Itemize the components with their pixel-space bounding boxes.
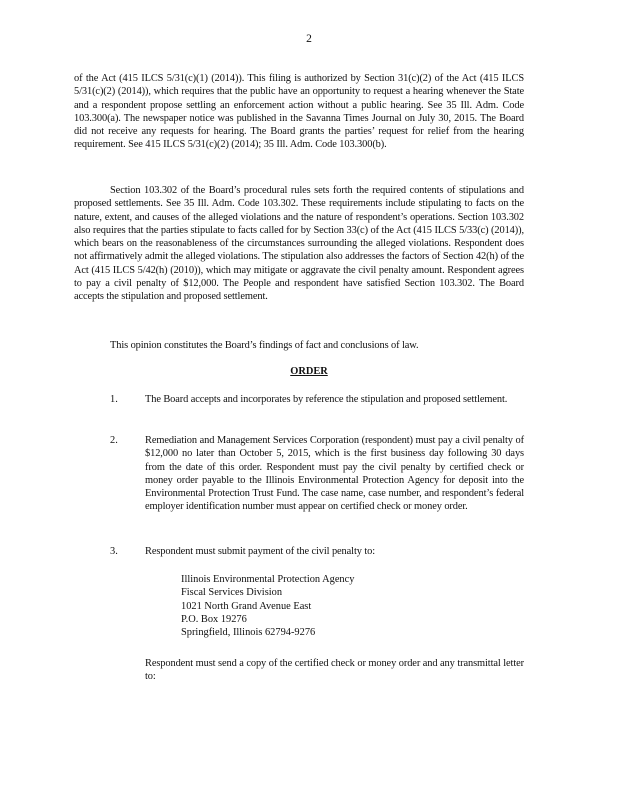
order-item-number: 1. xyxy=(110,394,118,405)
paragraph-stipulation-requirements: Section 103.302 of the Board’s procedural rules sets forth the required contents of stipulations and proposed settlements. See 35 Ill. Adm. Code 103.302. These requirements include stipulating to facts on the nature, extent, and causes of the alleged violations and the nature of respondent’s operations. Section 103.302 also requires that the parties stipulate to facts called for by Section 33(c) of the Act (415 ILCS 5/33(c) (2014)), which bears on the reasonableness of the circumstances surrounding the alleged violations. Respondent does not affirmatively admit the alleged violations. The stipulation also addresses the factors of Section 42(h) of the Act (415 ILCS 5/42(h) (2010)), which may mitigate or aggravate the civil penalty amount. Respondent agrees to pay a civil penalty of $12,000. The People and respondent have satisfied Section 103.302. The Board accepts the stipulation and proposed settlement. xyxy=(74,185,524,303)
order-item-text: Remediation and Management Services Corporation (respondent) must pay a civil penalty of $12,000 no later than October 5, 2015, which is the first business day following 30 days from the date of this order. Respondent must pay the civil penalty by certified check or money order payable to the Illinois Environmental Protection Agency for deposit into the Environmental Protection Trust Fund. The case name, case number, and respondent’s federal employer identification number must appear on certified check or money order. xyxy=(145,435,524,513)
address-line: Illinois Environmental Protection Agency xyxy=(181,574,355,585)
order-item-number: 2. xyxy=(110,435,118,446)
address-line: Fiscal Services Division xyxy=(181,587,283,599)
order-item-text: Respondent must submit payment of the civil penalty to: xyxy=(145,546,375,557)
order-item-text: The Board accepts and incorporates by reference the stipulation and proposed settlement. xyxy=(145,394,508,405)
page-number: 2 xyxy=(306,33,312,45)
order-heading: ORDER xyxy=(290,366,328,377)
payment-address-block xyxy=(181,573,354,639)
order-item-number: 3. xyxy=(110,546,118,557)
paragraph-findings: This opinion constitutes the Board’s findings of fact and conclusions of law. xyxy=(110,340,419,351)
paragraph-copy-instructions: Respondent must send a copy of the certified check or money order and any transmittal letter to: xyxy=(145,658,524,683)
address-line: 1021 North Grand Avenue East xyxy=(181,600,312,612)
paragraph-hearing-relief: of the Act (415 ILCS 5/31(c)(1) (2014)). This filing is authorized by Section 31(c)(2) of the Act (415 ILCS 5/31(c)(2) (2014)), which requires that the public have an opportunity to request a hearing whenever the State and a respondent propose settling an enforcement action without a public hearing. See 35 Ill. Adm. Code 103.300(a). The newspaper notice was published in the Savanna Times Journal on July 30, 2015. The Board did not receive any requests for hearing. The Board grants the parties’ request for relief from the hearing requirement. See 415 ILCS 5/31(c)(2) (2014); 35 Ill. Adm. Code 103.300(b). xyxy=(74,73,524,151)
address-line: Springfield, Illinois 62794-9276 xyxy=(181,627,316,639)
address-line: P.O. Box 19276 xyxy=(181,613,247,625)
